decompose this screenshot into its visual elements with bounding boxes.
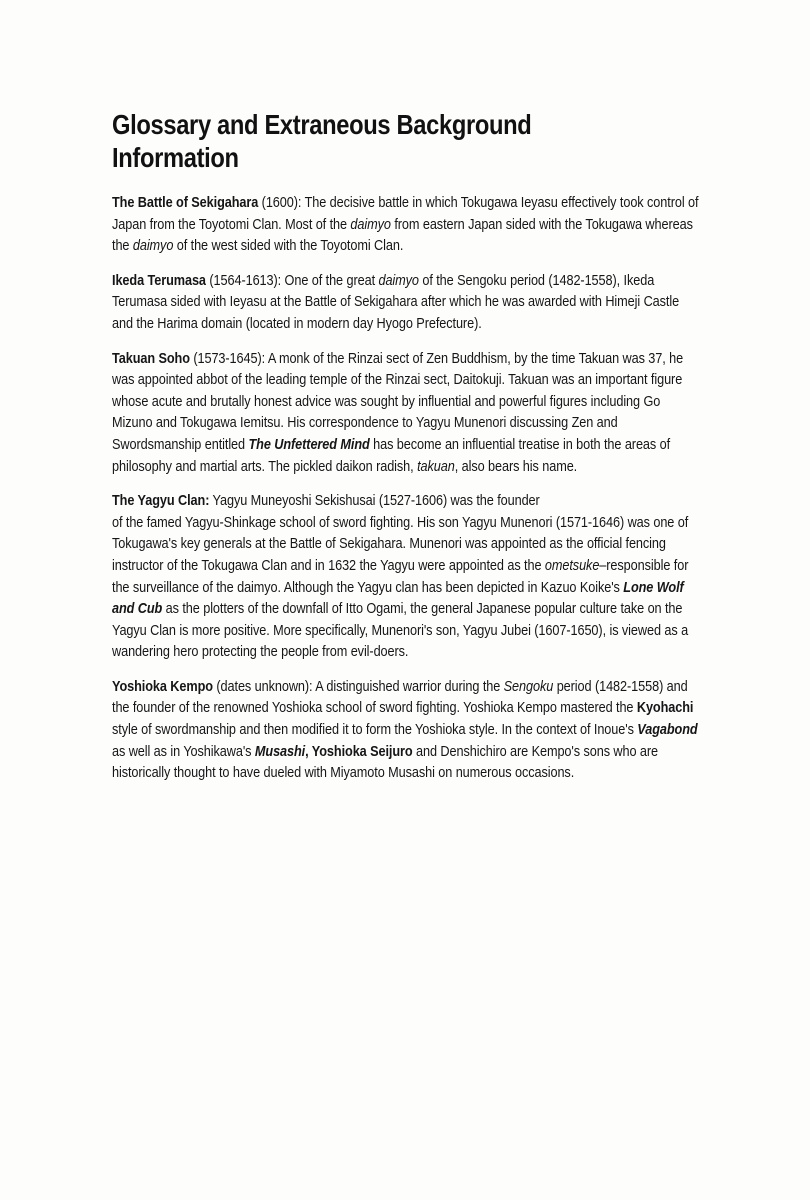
text-run: –responsible for the surveillance of the daimyo. Although the Yagyu clan has been depicted in Kazuo Koike's [112,556,689,596]
entry-term: The Battle of Sekigahara [112,194,259,211]
text-run: of the west sided with the Toyotomi Clan. [173,237,404,255]
text-run: , also bears his name. [454,457,578,475]
text-run: daimyo [350,215,391,233]
text-run: ometsuke [544,556,600,574]
text-run: and Denshichiro are Kempo's sons who are historically thought to have dueled with Miyamoto Musashi on numerous occasions. [112,742,659,782]
text-run: takuan [417,457,455,475]
text-run: of the Sengoku period (1482-1558), Ikeda Terumasa sided with Ieyasu at the Battle of Sekigahara after which he was awarded with Himeji Castle and the Harima domain (located in modern day Hyogo Prefecture). [112,271,680,332]
text-run: of the famed Yagyu-Shinkage school of sword fighting. His son Yagyu Munenori (1571-1646) was one of Tokugawa's key generals at the Battle of Sekigahara. Munenori was appointed as the official fencing instructor of the Tokugawa Clan and in 1632 the Yagyu were appointed as the [112,513,689,574]
glossary-entry-3 [112,348,702,478]
text-run: (1600): The decisive battle in which Tokugawa Ieyasu effectively took control of Japan from the Toyotomi Clan. Most of the [112,194,699,233]
text-run: daimyo [132,237,174,255]
entry-term: Ikeda Terumasa [112,271,206,289]
text-run: period (1482-1558) and the founder of the renowned Yoshioka school of sword fighting. Yoshioka Kempo mastered the [112,677,688,717]
text-run: Vagabond [637,721,698,739]
page-title [112,108,702,174]
text-run: as well as in Yoshikawa's [112,742,255,760]
glossary-entry-4 [112,490,702,663]
text-run: Lone Wolf and Cub [112,578,684,618]
text-run: (dates unknown): A distinguished warrior during the [212,677,504,695]
text-run: Kyohachi [636,699,694,717]
glossary-entry-2 [112,270,702,335]
glossary-entries [112,192,702,784]
text-run: (1564-1613): One of the great [205,271,379,289]
text-run: Musashi [254,742,306,760]
page-title-line-2: Information [112,142,239,173]
text-run: has become an influential treatise in both the areas of philosophy and martial arts. The pickled daikon radish, [112,435,671,475]
glossary-entry-5 [112,676,702,784]
text-run: style of swordmanship and then modified it to form the Yoshioka style. In the context of Inoue's [112,721,638,739]
text-run: Yagyu Muneyoshi Sekishusai (1527-1606) was the founder [209,492,540,510]
entry-term: The Yagyu Clan: [112,492,210,510]
text-run: daimyo [378,271,419,289]
text-run: , Yoshioka Seijuro [305,742,413,760]
page-title-line-1: Glossary and Extraneous Background [112,109,532,140]
text-run: The Unfettered Mind [248,435,370,453]
text-run: as the plotters of the downfall of Itto Ogami, the general Japanese popular culture take on the Yagyu Clan is more positive. More specifically, Munenori's son, Yagyu Jubei (1607-1650), is viewed as a wandering hero protecting the people from evil-doers. [112,600,689,661]
entry-term: Takuan Soho [112,349,190,367]
text-run: from eastern Japan sided with the Tokugawa whereas the [112,215,693,255]
entry-term: Yoshioka Kempo [112,677,213,695]
text-run: (1573-1645): A monk of the Rinzai sect of Zen Buddhism, by the time Takuan was 37, he was appointed abbot of the leading temple of the Rinzai sect, Daitokuji. Takuan was an important figure whose acute and brutally honest advice was sought by influential and powerful figures including Go Mizuno and Tokugawa Iemitsu. His correspondence to Yagyu Munenori discussing Zen and Swordsmanship entitled [112,349,684,453]
page-content [112,108,702,797]
text-run: Sengoku [503,677,554,695]
glossary-entry-1 [112,192,702,257]
